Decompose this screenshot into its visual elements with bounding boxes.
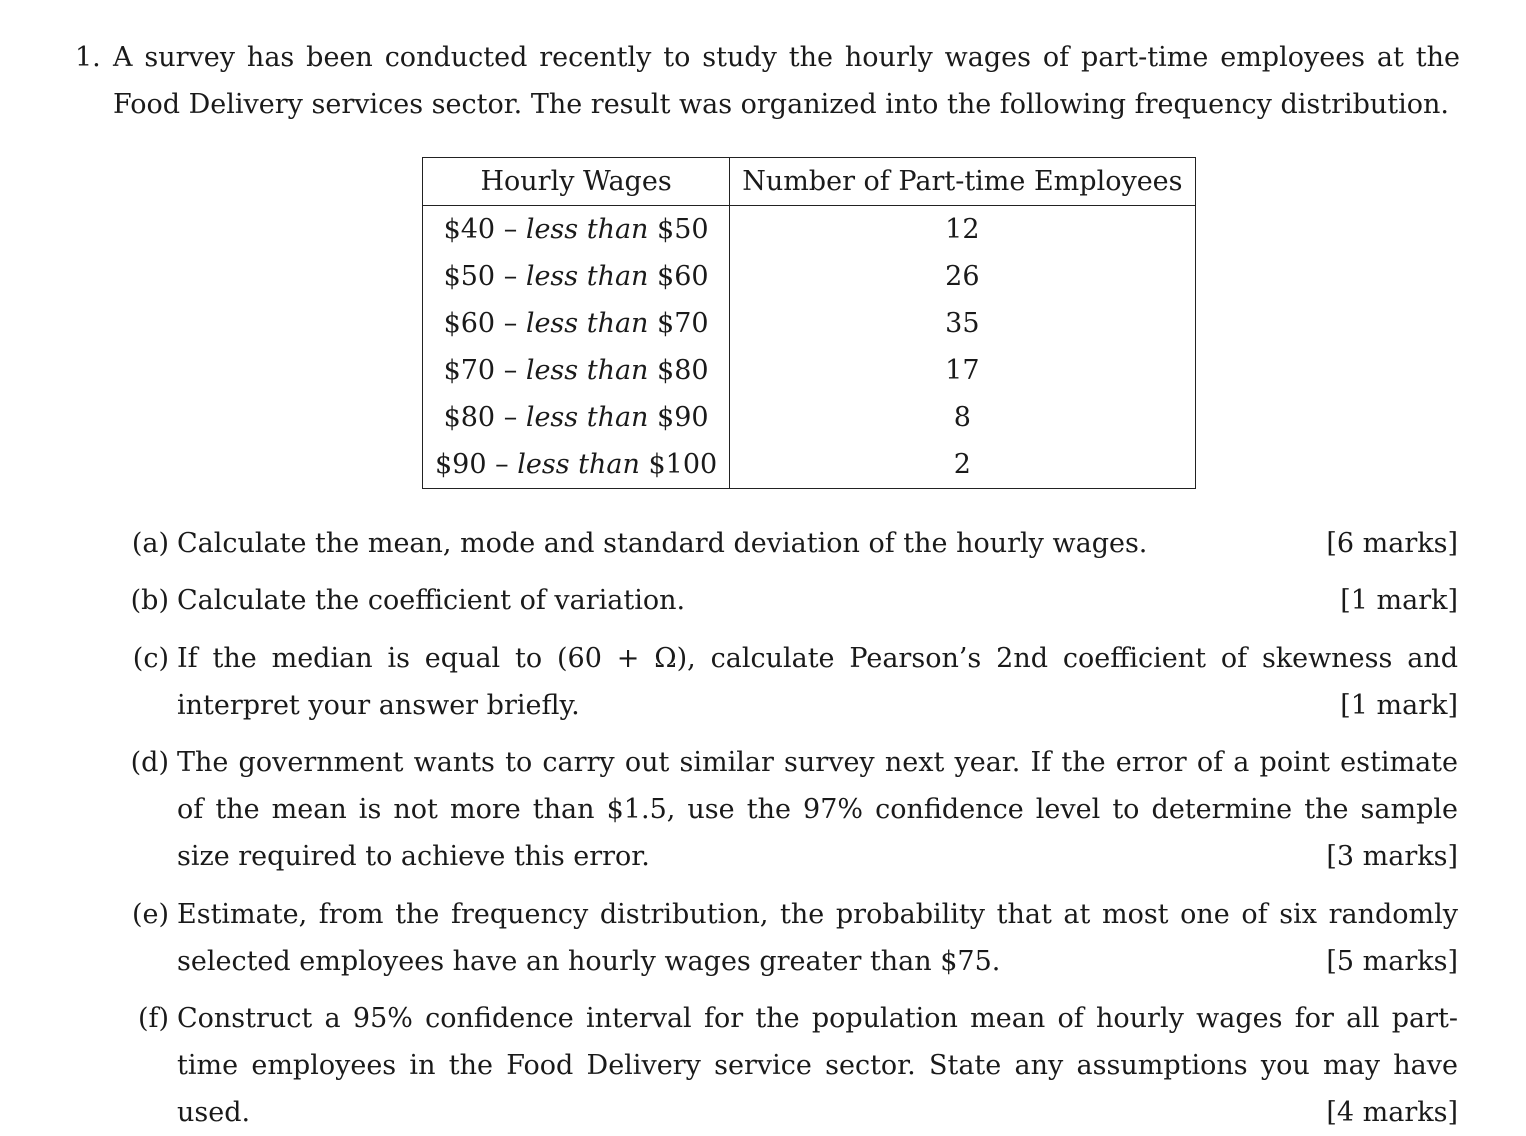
wage-class: $70 – less than $80 <box>423 347 730 394</box>
part-label: (f) <box>137 1003 169 1034</box>
marks-badge: [4 marks] <box>1326 1097 1458 1128</box>
table-row <box>423 441 1196 489</box>
frequency-table <box>422 157 1196 489</box>
employee-count: 17 <box>945 355 980 386</box>
part-text: If the median is equal to (60 + Ω), calculate Pearson’s 2nd coefficient of skewness and interpret your answer briefly. <box>177 643 1458 721</box>
marks-badge: [1 mark] <box>1340 585 1458 616</box>
question-text: A survey has been conducted recently to study the hourly wages of part-time employees at the Food Delivery services sector. The result was organized into the following frequency distribution. <box>113 42 1460 120</box>
question-number: 1. <box>75 42 101 73</box>
employee-count: 35 <box>945 308 980 339</box>
employee-count: 12 <box>945 214 980 245</box>
table-row <box>423 253 1196 300</box>
table-row <box>423 206 1196 254</box>
wage-class: $50 – less than $60 <box>423 253 730 300</box>
part-d <box>125 739 1458 880</box>
part-e <box>125 891 1458 985</box>
employee-count: 26 <box>945 261 980 292</box>
wage-class: $80 – less than $90 <box>423 394 730 441</box>
wage-class: $60 – less than $70 <box>423 300 730 347</box>
part-a <box>125 520 1458 567</box>
table-row <box>423 347 1196 394</box>
part-text: Construct a 95% confidence interval for the population mean of hourly wages for all part-time employees in the Food Delivery service sector. State any assumptions you may have used. <box>177 1003 1458 1128</box>
table-row <box>423 300 1196 347</box>
part-text: The government wants to carry out similar survey next year. If the error of a point estimate of the mean is not more than $1.5, use the 97% confidence level to determine the sample size required to achieve this error. <box>177 747 1458 872</box>
table-row <box>423 394 1196 441</box>
part-label: (b) <box>130 585 169 616</box>
marks-badge: [3 marks] <box>1326 841 1458 872</box>
table-header-row <box>423 158 1196 206</box>
column-header-employees: Number of Part-time Employees <box>730 158 1195 206</box>
question-intro <box>75 34 1460 128</box>
wage-class: $90 – less than $100 <box>423 441 730 489</box>
part-c <box>125 635 1458 729</box>
marks-badge: [5 marks] <box>1326 946 1458 977</box>
part-text-block <box>177 577 1458 624</box>
wage-class: $40 – less than $50 <box>423 206 730 254</box>
part-text-block <box>177 891 1458 985</box>
marks-badge: [6 marks] <box>1326 528 1458 559</box>
column-header-hourly-wages: Hourly Wages <box>423 158 730 206</box>
part-label: (d) <box>130 747 169 778</box>
part-b <box>125 577 1458 624</box>
part-text-block <box>177 739 1458 880</box>
part-text: Calculate the mean, mode and standard deviation of the hourly wages. <box>177 528 1148 559</box>
part-label: (e) <box>131 899 169 930</box>
part-text: Calculate the coefficient of variation. <box>177 585 686 616</box>
part-text-block <box>177 635 1458 729</box>
part-text-block <box>177 995 1458 1136</box>
part-text-block <box>177 520 1458 567</box>
part-text: Estimate, from the frequency distribution, the probability that at most one of six randomly selected employees have an hourly wages greater than $75. <box>177 899 1458 977</box>
employee-count: 2 <box>953 449 971 480</box>
part-f <box>125 995 1458 1136</box>
employee-count: 8 <box>953 402 971 433</box>
part-label: (c) <box>132 643 169 674</box>
part-label: (a) <box>131 528 169 559</box>
marks-badge: [1 mark] <box>1340 690 1458 721</box>
